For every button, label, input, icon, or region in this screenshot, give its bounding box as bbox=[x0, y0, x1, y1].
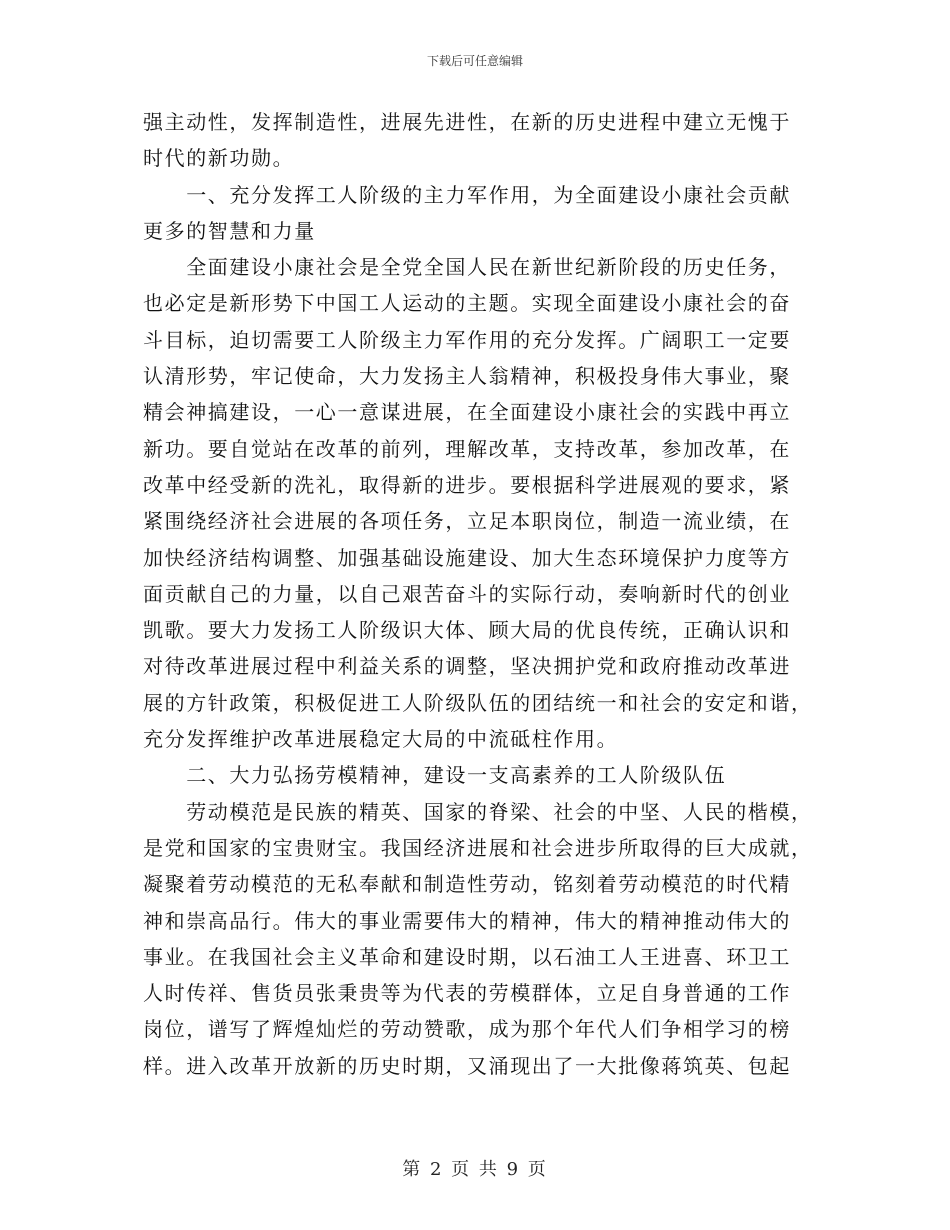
text-line: 面贡献自己的力量，以自己艰苦奋斗的实际行动，奏响新时代的创业 bbox=[143, 581, 791, 606]
page-footer: 第 2 页 共 9 页 bbox=[402, 1159, 548, 1180]
text-line: 样。进入改革开放新的历史时期，又涌现出了一大批像蒋筑英、包起 bbox=[143, 1053, 791, 1078]
text-line: 岗位，谱写了辉煌灿烂的劳动赞歌，成为那个年代人们争相学习的榜 bbox=[143, 1017, 791, 1042]
text-line: 神和崇高品行。伟大的事业需要伟大的精神，伟大的精神推动伟大的 bbox=[143, 908, 791, 933]
text-line: 认清形势，牢记使命，大力发扬主人翁精神，积极投身伟大事业，聚 bbox=[143, 364, 791, 389]
text-line: 凝聚着劳动模范的无私奉献和制造性劳动，铭刻着劳动模范的时代精 bbox=[143, 872, 791, 897]
text-line: 凯歌。要大力发扬工人阶级识大体、顾大局的优良传统，正确认识和 bbox=[143, 618, 791, 643]
text-line: 加快经济结构调整、加强基础设施建设、加大生态环境保护力度等方 bbox=[143, 545, 791, 570]
text-line: 精会神搞建设，一心一意谋进展，在全面建设小康社会的实践中再立 bbox=[143, 400, 791, 425]
text-line: 二、大力弘扬劳模精神，建设一支高素养的工人阶级队伍 bbox=[143, 763, 727, 788]
document-body bbox=[143, 104, 813, 1084]
text-line: 事业。在我国社会主义革命和建设时期，以石油工人王进喜、环卫工 bbox=[143, 944, 791, 969]
text-line: 充分发挥维护改革进展稳定大局的中流砥柱作用。 bbox=[143, 727, 619, 752]
text-line: 对待改革进展过程中利益关系的调整，坚决拥护党和政府推动改革进 bbox=[143, 654, 791, 679]
text-line: 一、充分发挥工人阶级的主力军作用，为全面建设小康社会贡献 bbox=[143, 182, 791, 207]
text-line: 全面建设小康社会是全党全国人民在新世纪新阶段的历史任务， bbox=[143, 255, 791, 280]
text-line: 强主动性，发挥制造性，进展先进性，在新的历史进程中建立无愧于 bbox=[143, 110, 791, 134]
text-line: 斗目标，迫切需要工人阶级主力军作用的充分发挥。广阔职工一定要 bbox=[143, 327, 791, 352]
text-line: 时代的新功勋。 bbox=[143, 146, 295, 171]
text-line: 紧围绕经济社会进展的各项任务，立足本职岗位，制造一流业绩，在 bbox=[143, 509, 791, 534]
text-line: 改革中经受新的洗礼，取得新的进步。要根据科学进展观的要求，紧 bbox=[143, 472, 791, 497]
text-line: 是党和国家的宝贵财宝。我国经济进展和社会进步所取得的巨大成就， bbox=[143, 835, 813, 860]
text-line: 展的方针政策，积极促进工人阶级队伍的团结统一和社会的安定和谐， bbox=[143, 690, 813, 715]
text-line: 更多的智慧和力量 bbox=[143, 218, 316, 243]
text-line: 劳动模范是民族的精英、国家的脊梁、社会的中坚、人民的楷模， bbox=[143, 799, 813, 824]
text-line: 也必定是新形势下中国工人运动的主题。实现全面建设小康社会的奋 bbox=[143, 291, 791, 316]
text-line: 人时传祥、售货员张秉贵等为代表的劳模群体，立足自身普通的工作 bbox=[143, 981, 791, 1006]
page-header: 下载后可任意编辑 bbox=[426, 54, 523, 68]
text-line: 新功。要自觉站在改革的前列，理解改革，支持改革，参加改革，在 bbox=[143, 436, 791, 461]
